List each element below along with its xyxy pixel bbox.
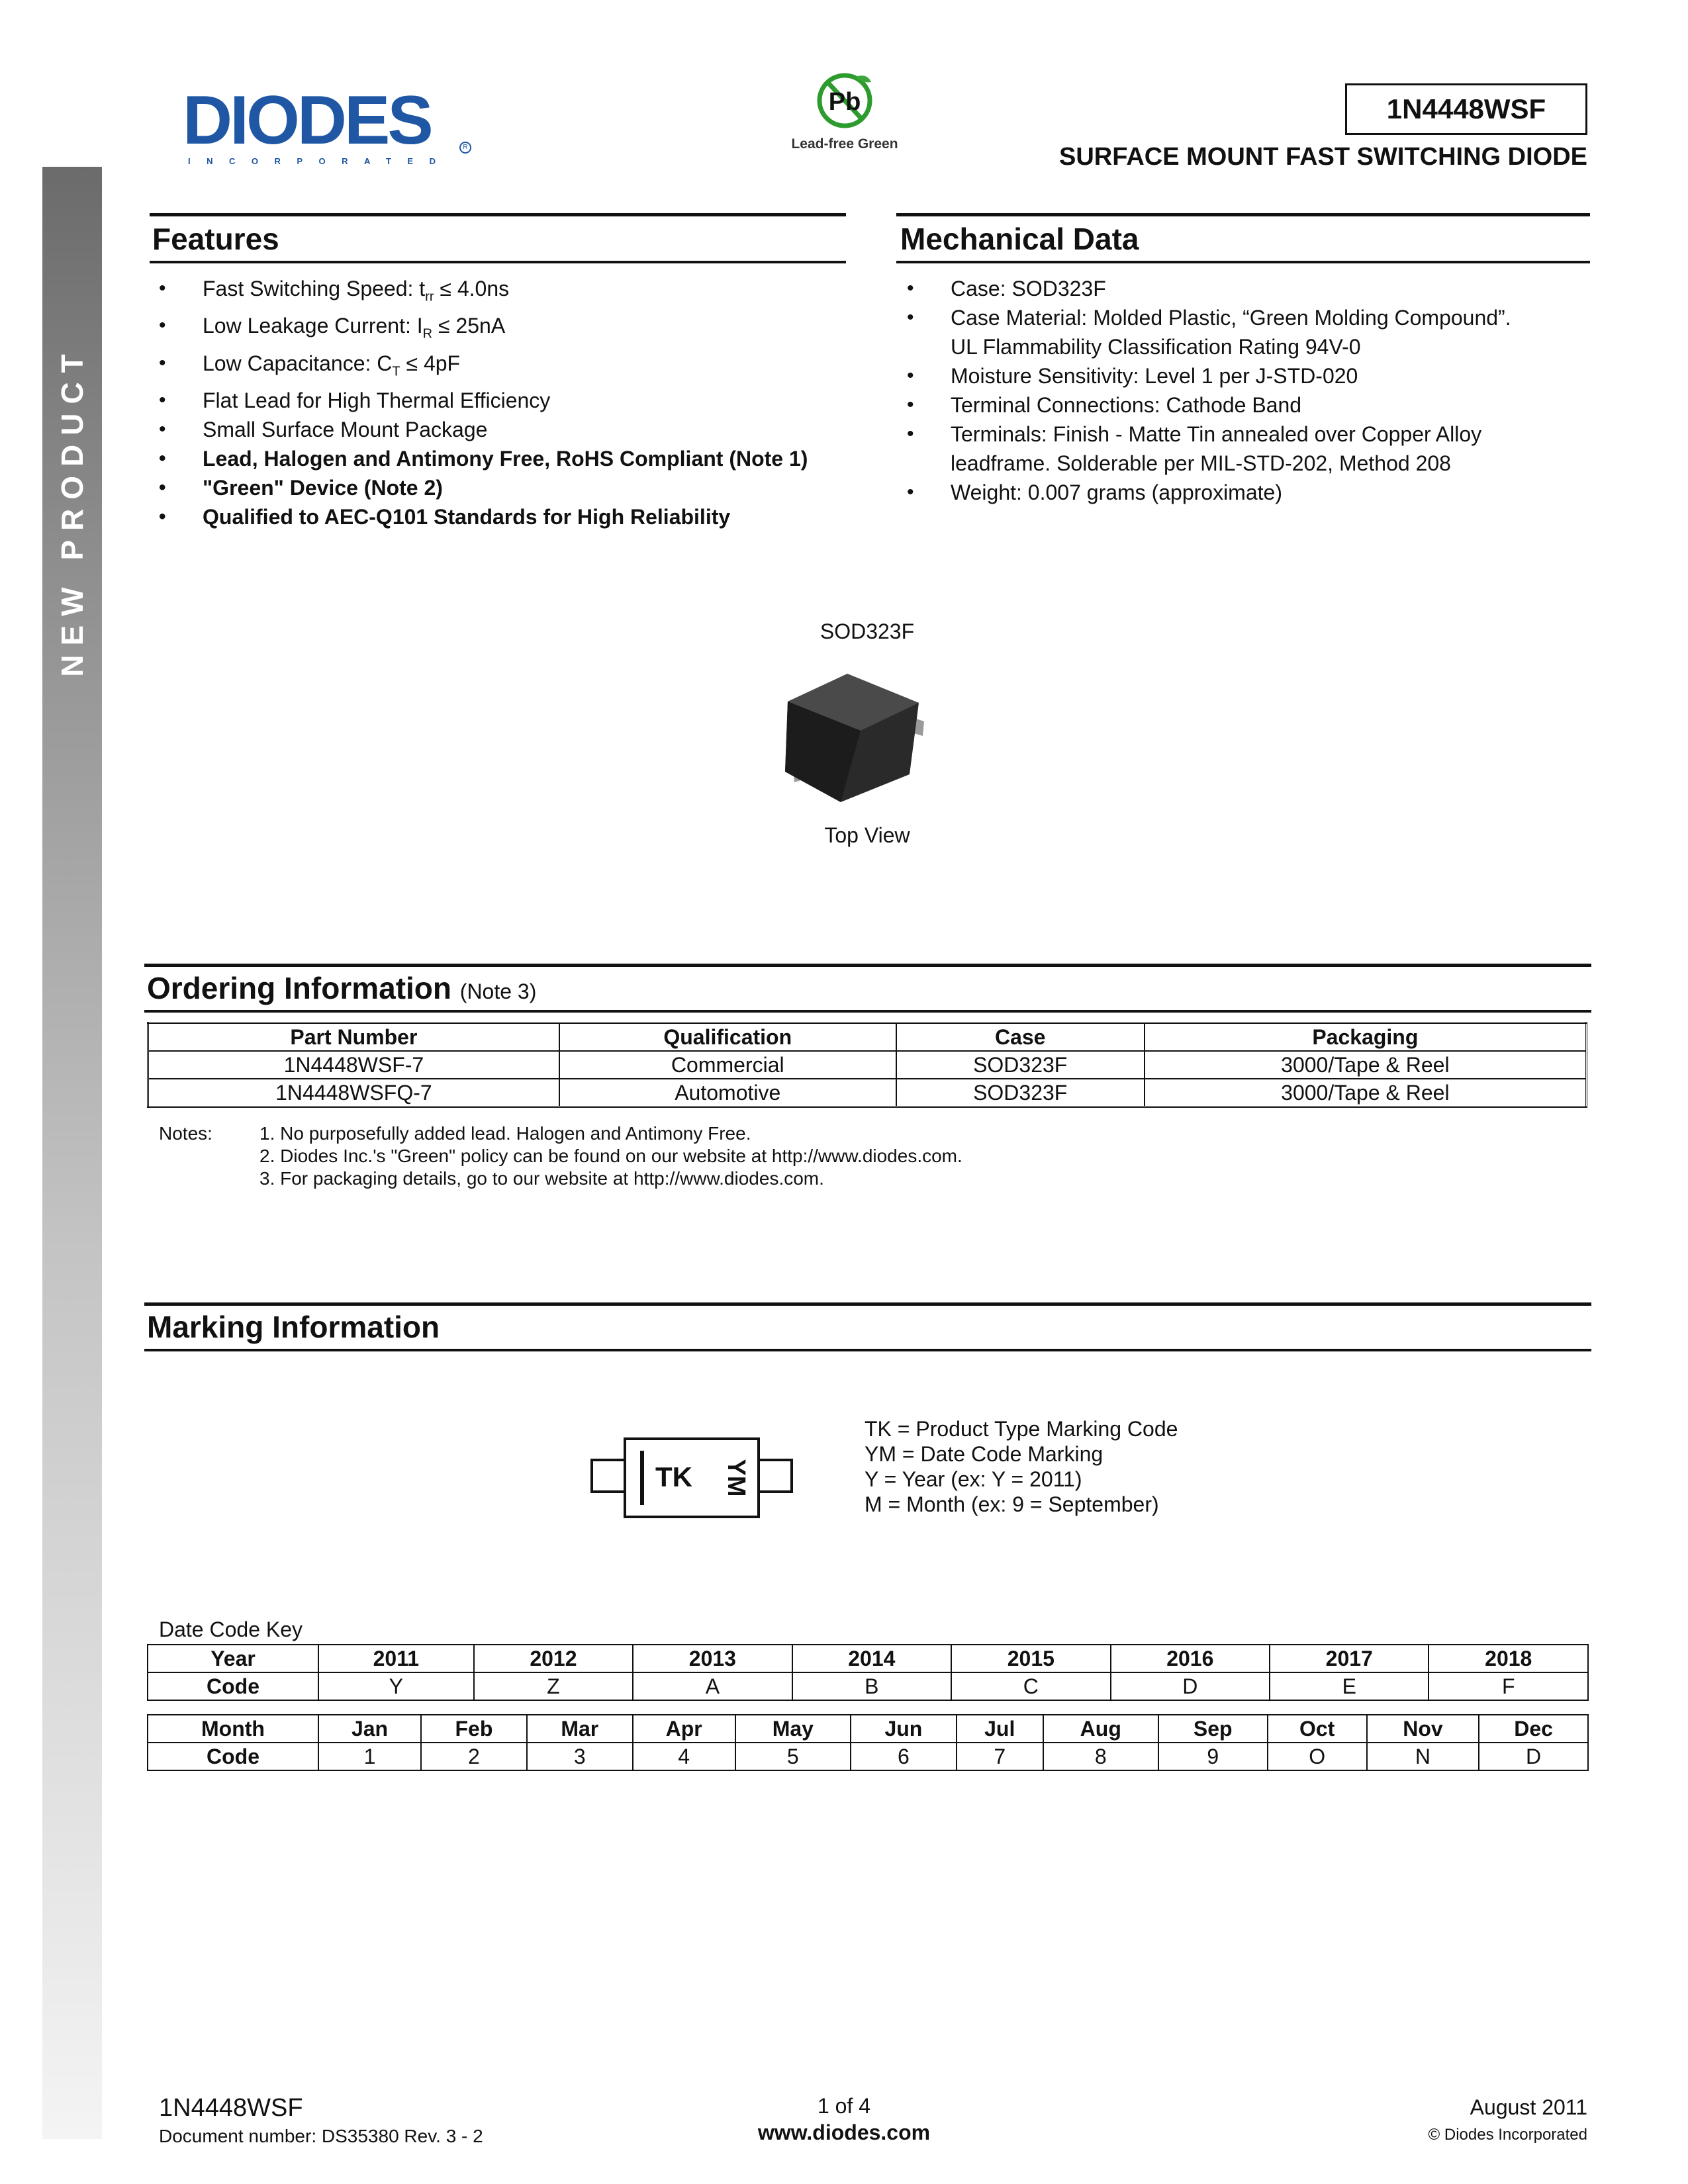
year-code-cell: Z — [474, 1672, 633, 1700]
mechanical-line: Terminals: Finish - Matte Tin annealed over Copper Alloy — [951, 422, 1482, 446]
month-code-cell: 6 — [851, 1743, 957, 1770]
feature-text: Flat Lead for High Thermal Efficiency — [203, 388, 551, 413]
new-product-sidebar — [42, 167, 102, 2139]
lead-free-green-icon — [816, 69, 875, 138]
feature-text: Low Leakage Current: I — [203, 314, 423, 338]
year-cell: 2014 — [792, 1645, 951, 1672]
month-cell: Jun — [851, 1715, 957, 1743]
mechanical-item — [900, 274, 1602, 303]
feature-subscript: R — [422, 326, 433, 341]
ordering-cell: 1N4448WSF-7 — [148, 1051, 559, 1079]
marking-title: Marking Information — [147, 1310, 440, 1344]
month-code-cell: 8 — [1043, 1743, 1158, 1770]
ordering-bottom-rule — [144, 1010, 1591, 1013]
month-cell: May — [735, 1715, 851, 1743]
footer-website-link[interactable]: www.diodes.com — [757, 2120, 931, 2144]
year-code-cell: D — [1111, 1672, 1270, 1700]
feature-value: ≤ 4pF — [400, 351, 461, 375]
ordering-header-cell: Part Number — [148, 1023, 559, 1052]
package-label: SOD323F — [820, 619, 915, 643]
pb-symbol: Pb — [828, 88, 861, 116]
ordering-table — [147, 1022, 1587, 1108]
footer-part-number: 1N4448WSF — [159, 2094, 303, 2122]
ordering-row — [148, 1051, 1587, 1079]
mechanical-line: Terminal Connections: Cathode Band — [951, 393, 1302, 417]
year-code-cell: A — [633, 1672, 792, 1700]
month-code-cell: D — [1479, 1743, 1588, 1770]
note-item: 2. Diodes Inc.'s "Green" policy can be found on our website at http://www.diodes.com. — [259, 1146, 962, 1166]
month-code-cell: 5 — [735, 1743, 851, 1770]
month-code-table — [147, 1714, 1589, 1771]
month-cell: Jul — [957, 1715, 1043, 1743]
note-item: 1. No purposefully added lead. Halogen and Antimony Free. — [259, 1123, 751, 1144]
diodes-logo: DIODES — [183, 82, 431, 159]
ordering-top-rule — [144, 964, 1591, 967]
month-cell-header: Month — [148, 1715, 318, 1743]
mechanical-line: Case: SOD323F — [951, 277, 1106, 300]
ordering-title — [147, 970, 536, 1006]
sod323f-package-image — [768, 662, 940, 811]
month-cell: Mar — [527, 1715, 633, 1743]
notes-label: Notes: — [159, 1123, 212, 1144]
footer-copyright: © Diodes Incorporated — [1428, 2126, 1587, 2144]
mechanical-line: Weight: 0.007 grams (approximate) — [951, 480, 1282, 504]
mechanical-line: leadframe. Solderable per MIL-STD-202, Method 208 — [951, 451, 1451, 475]
month-code-cell-header: Code — [148, 1743, 318, 1770]
features-title: Features — [152, 222, 279, 256]
package-view-label: Top View — [824, 823, 910, 847]
marking-bottom-rule — [144, 1349, 1591, 1351]
mechanical-list — [900, 274, 1602, 507]
marking-top-rule — [144, 1302, 1591, 1306]
marking-legend — [865, 1416, 1178, 1517]
year-code-cell: E — [1270, 1672, 1429, 1700]
mechanical-item — [900, 390, 1602, 420]
year-code-cell: B — [792, 1672, 951, 1700]
feature-text: Low Capacitance: C — [203, 351, 393, 375]
feature-item — [152, 311, 854, 348]
ordering-title-text: Ordering Information — [147, 971, 451, 1005]
feature-item — [152, 274, 854, 311]
diodes-logo-subtext: INCORPORATED — [188, 156, 452, 166]
month-code-cell: 7 — [957, 1743, 1043, 1770]
ordering-header-cell: Qualification — [559, 1023, 896, 1052]
year-cell: 2012 — [474, 1645, 633, 1672]
month-code-cell: O — [1268, 1743, 1367, 1770]
marking-diagram — [589, 1435, 801, 1525]
mechanical-item — [900, 361, 1602, 390]
mechanical-title: Mechanical Data — [900, 222, 1139, 256]
feature-subscript: rr — [425, 289, 434, 304]
part-number-box: 1N4448WSF — [1345, 83, 1587, 135]
marking-legend-line: YM = Date Code Marking — [865, 1442, 1103, 1466]
ordering-cell: 1N4448WSFQ-7 — [148, 1079, 559, 1107]
feature-subscript: T — [392, 364, 400, 379]
month-cell: Nov — [1367, 1715, 1479, 1743]
marking-code-tk: TK — [655, 1461, 692, 1492]
marking-legend-line: TK = Product Type Marking Code — [865, 1417, 1178, 1441]
feature-text: Fast Switching Speed: t — [203, 277, 426, 300]
mechanical-line: UL Flammability Classification Rating 94V-0 — [951, 335, 1361, 359]
feature-value: ≤ 4.0ns — [434, 277, 510, 300]
footer-page-number: 1 of 4 — [817, 2094, 871, 2118]
year-code-cell: Y — [318, 1672, 474, 1700]
ordering-cell: 3000/Tape & Reel — [1145, 1051, 1587, 1079]
features-list — [152, 274, 854, 531]
month-cell: Aug — [1043, 1715, 1158, 1743]
notes-list — [259, 1122, 1451, 1190]
marking-legend-line: Y = Year (ex: Y = 2011) — [865, 1467, 1082, 1491]
footer-document-number: Document number: DS35380 Rev. 3 - 2 — [159, 2126, 483, 2146]
ordering-cell: Commercial — [559, 1051, 896, 1079]
year-cell: 2018 — [1429, 1645, 1588, 1672]
month-code-cell: 9 — [1158, 1743, 1268, 1770]
feature-item — [152, 415, 854, 444]
feature-text: "Green" Device (Note 2) — [203, 476, 443, 500]
feature-item — [152, 473, 854, 502]
feature-item — [152, 444, 854, 473]
mechanical-top-rule — [896, 213, 1590, 216]
mechanical-item — [900, 478, 1602, 507]
month-cell: Apr — [633, 1715, 735, 1743]
year-cell: 2011 — [318, 1645, 474, 1672]
year-code-cell-header: Code — [148, 1672, 318, 1700]
features-top-rule — [150, 213, 846, 216]
feature-text: Small Surface Mount Package — [203, 418, 488, 442]
ordering-cell: SOD323F — [896, 1079, 1145, 1107]
year-code-table — [147, 1644, 1589, 1701]
feature-value: ≤ 25nA — [432, 314, 506, 338]
month-code-cell: 3 — [527, 1743, 633, 1770]
features-bottom-rule — [150, 261, 846, 263]
month-cell: Sep — [1158, 1715, 1268, 1743]
registered-mark-icon: R — [459, 142, 471, 154]
mechanical-line: Case Material: Molded Plastic, “Green Molding Compound”. — [951, 306, 1511, 330]
ordering-cell: 3000/Tape & Reel — [1145, 1079, 1587, 1107]
ordering-header-cell: Case — [896, 1023, 1145, 1052]
mechanical-line: Moisture Sensitivity: Level 1 per J-STD-020 — [951, 364, 1358, 388]
month-cell: Feb — [421, 1715, 527, 1743]
sidebar-text: NEW PRODUCT — [55, 345, 89, 677]
year-cell: 2016 — [1111, 1645, 1270, 1672]
month-cell: Dec — [1479, 1715, 1588, 1743]
year-cell: 2015 — [951, 1645, 1110, 1672]
feature-item — [152, 386, 854, 415]
marking-code-ym: YM — [722, 1459, 750, 1497]
month-code-cell: 4 — [633, 1743, 735, 1770]
mechanical-item — [900, 420, 1602, 478]
document-subtitle: SURFACE MOUNT FAST SWITCHING DIODE — [1059, 143, 1587, 171]
feature-item — [152, 502, 854, 531]
year-cell-header: Year — [148, 1645, 318, 1672]
ordering-header-cell: Packaging — [1145, 1023, 1587, 1052]
note-item: 3. For packaging details, go to our website at http://www.diodes.com. — [259, 1168, 824, 1189]
mechanical-bottom-rule — [896, 261, 1590, 263]
month-cell: Oct — [1268, 1715, 1367, 1743]
feature-text: Qualified to AEC-Q101 Standards for High Reliability — [203, 505, 731, 529]
feature-text: Lead, Halogen and Antimony Free, RoHS Compliant (Note 1) — [203, 447, 808, 471]
month-code-cell: 1 — [318, 1743, 421, 1770]
year-cell: 2013 — [633, 1645, 792, 1672]
year-code-cell: F — [1429, 1672, 1588, 1700]
year-cell: 2017 — [1270, 1645, 1429, 1672]
ordering-cell: Automotive — [559, 1079, 896, 1107]
month-cell: Jan — [318, 1715, 421, 1743]
ordering-note-ref: (Note 3) — [459, 979, 537, 1003]
ordering-cell: SOD323F — [896, 1051, 1145, 1079]
footer-date: August 2011 — [1470, 2095, 1587, 2119]
month-code-cell: 2 — [421, 1743, 527, 1770]
ordering-row — [148, 1079, 1587, 1107]
date-code-caption: Date Code Key — [159, 1617, 303, 1641]
lead-free-caption: Lead-free Green — [791, 136, 898, 152]
mechanical-item — [900, 303, 1602, 361]
year-code-cell: C — [951, 1672, 1110, 1700]
feature-item — [152, 349, 854, 386]
marking-legend-line: M = Month (ex: 9 = September) — [865, 1492, 1159, 1516]
month-code-cell: N — [1367, 1743, 1479, 1770]
